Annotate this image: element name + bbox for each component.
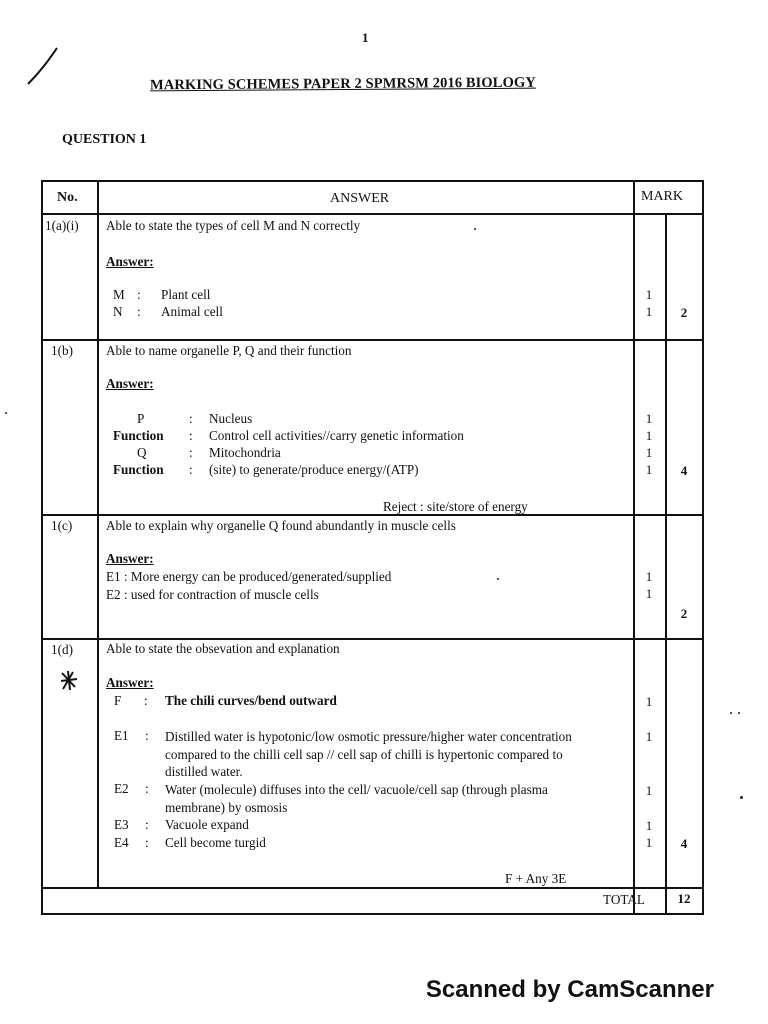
item-value: Nucleus <box>209 411 253 426</box>
item-value: Distilled water is hypotonic/low osmotic pressure/higher water concentration compared to the chilli cell sap // cell sap of chilli is hypertonic compared to distilled water. <box>165 729 572 779</box>
item-separator: : <box>137 287 141 302</box>
row-note: F + Any 3E <box>505 871 567 886</box>
pen-stroke-mark <box>22 44 66 88</box>
item-separator: : <box>189 445 193 460</box>
item-value: Control cell activities//carry genetic information <box>209 428 464 443</box>
item-text: E2 : used for contraction of muscle cells <box>106 587 319 602</box>
item-mark: 1 <box>645 287 653 302</box>
item-key: P <box>137 411 145 426</box>
item-key: Q <box>137 445 147 460</box>
item-mark: 1 <box>645 586 653 601</box>
item-separator: : <box>189 411 193 426</box>
item-value: The chili curves/bend outward <box>165 693 337 708</box>
item-separator: : <box>189 462 193 477</box>
row-subtotal: 2 <box>680 305 688 320</box>
item-text: E1 : More energy can be produced/generated/supplied <box>106 569 392 584</box>
scan-speck <box>730 712 732 714</box>
item-mark: 1 <box>645 428 653 443</box>
scan-speck <box>738 712 740 714</box>
total-rule <box>41 887 704 889</box>
row-subtotal: 2 <box>680 606 688 621</box>
item-mark: 1 <box>645 569 653 584</box>
item-separator: : <box>137 304 141 319</box>
answer-label: Answer: <box>106 254 154 269</box>
row-criterion: Able to name organelle P, Q and their function <box>106 343 352 358</box>
item-mark: 1 <box>645 783 653 798</box>
mark-column-rule <box>633 180 635 915</box>
row-number: 1(b) <box>51 343 73 358</box>
scan-speck <box>740 796 743 799</box>
table-border-top <box>41 180 704 182</box>
row-subtotal: 4 <box>680 836 688 851</box>
item-value: Cell become turgid <box>165 835 266 850</box>
header-no: No. <box>57 190 78 205</box>
question-heading: QUESTION 1 <box>62 132 147 147</box>
item-separator: : <box>189 428 193 443</box>
row-rule <box>41 514 704 516</box>
item-key: E1 <box>114 728 129 743</box>
item-key: F <box>114 693 122 708</box>
scanner-watermark: Scanned by CamScanner <box>425 976 714 1003</box>
scan-speck <box>474 228 476 230</box>
table-border-left <box>41 180 43 915</box>
total-label: TOTAL <box>603 892 645 907</box>
item-value: Vacuole expand <box>165 817 249 832</box>
table-border-right <box>702 180 704 915</box>
row-note: Reject : site/store of energy <box>383 499 528 514</box>
item-value: (site) to generate/produce energy/(ATP) <box>209 462 419 477</box>
answer-label: Answer: <box>106 675 154 690</box>
item-key: Function <box>113 428 164 443</box>
scan-speck <box>5 412 7 414</box>
item-key: E3 <box>114 817 129 832</box>
item-mark: 1 <box>645 694 653 709</box>
header-answer: ANSWER <box>330 191 390 206</box>
total-mark: 12 <box>677 891 691 906</box>
item-key: E2 <box>114 781 129 796</box>
item-separator: : <box>145 817 149 832</box>
item-mark: 1 <box>645 835 653 850</box>
item-separator: : <box>145 835 149 850</box>
page-number: 1 <box>362 30 369 45</box>
item-separator: : <box>145 781 149 796</box>
scan-speck <box>497 578 499 580</box>
subtotal-column-rule <box>665 213 667 913</box>
row-number: 1(a)(i) <box>45 218 79 233</box>
row-number: 1(c) <box>51 518 73 533</box>
item-key: E4 <box>114 835 129 850</box>
row-criterion: Able to state the obsevation and explanation <box>106 641 340 656</box>
answer-label: Answer: <box>106 376 154 391</box>
marking-table <box>41 180 704 915</box>
item-mark: 1 <box>645 445 653 460</box>
item-key: M <box>113 287 125 302</box>
answer-label: Answer: <box>106 551 154 566</box>
row-criterion: Able to explain why organelle Q found abundantly in muscle cells <box>106 518 456 533</box>
item-value: Water (molecule) diffuses into the cell/ vacuole/cell sap (through plasma membrane) by osmosis <box>165 782 548 815</box>
item-mark: 1 <box>645 729 653 744</box>
item-value: Mitochondria <box>209 445 281 460</box>
item-mark: 1 <box>645 304 653 319</box>
item-separator: : <box>145 728 149 743</box>
item-separator: : <box>144 693 148 708</box>
row-rule <box>41 339 704 341</box>
header-mark: MARK <box>641 189 684 204</box>
table-border-bottom <box>41 913 704 915</box>
item-key: Function <box>113 462 164 477</box>
row-number: 1(d) <box>51 642 73 657</box>
row-subtotal: 4 <box>680 463 688 478</box>
item-key: N <box>113 304 123 319</box>
item-mark: 1 <box>645 818 653 833</box>
no-column-rule <box>97 180 99 889</box>
row-criterion: Able to state the types of cell M and N correctly <box>106 218 361 233</box>
item-value: Animal cell <box>161 304 223 319</box>
item-value: Plant cell <box>161 287 211 302</box>
header-rule <box>41 213 704 215</box>
document-title: MARKING SCHEMES PAPER 2 SPMRSM 2016 BIOLOGY <box>149 74 536 94</box>
handwritten-scribble-mark <box>59 670 79 692</box>
item-mark: 1 <box>645 462 653 477</box>
item-mark: 1 <box>645 411 653 426</box>
